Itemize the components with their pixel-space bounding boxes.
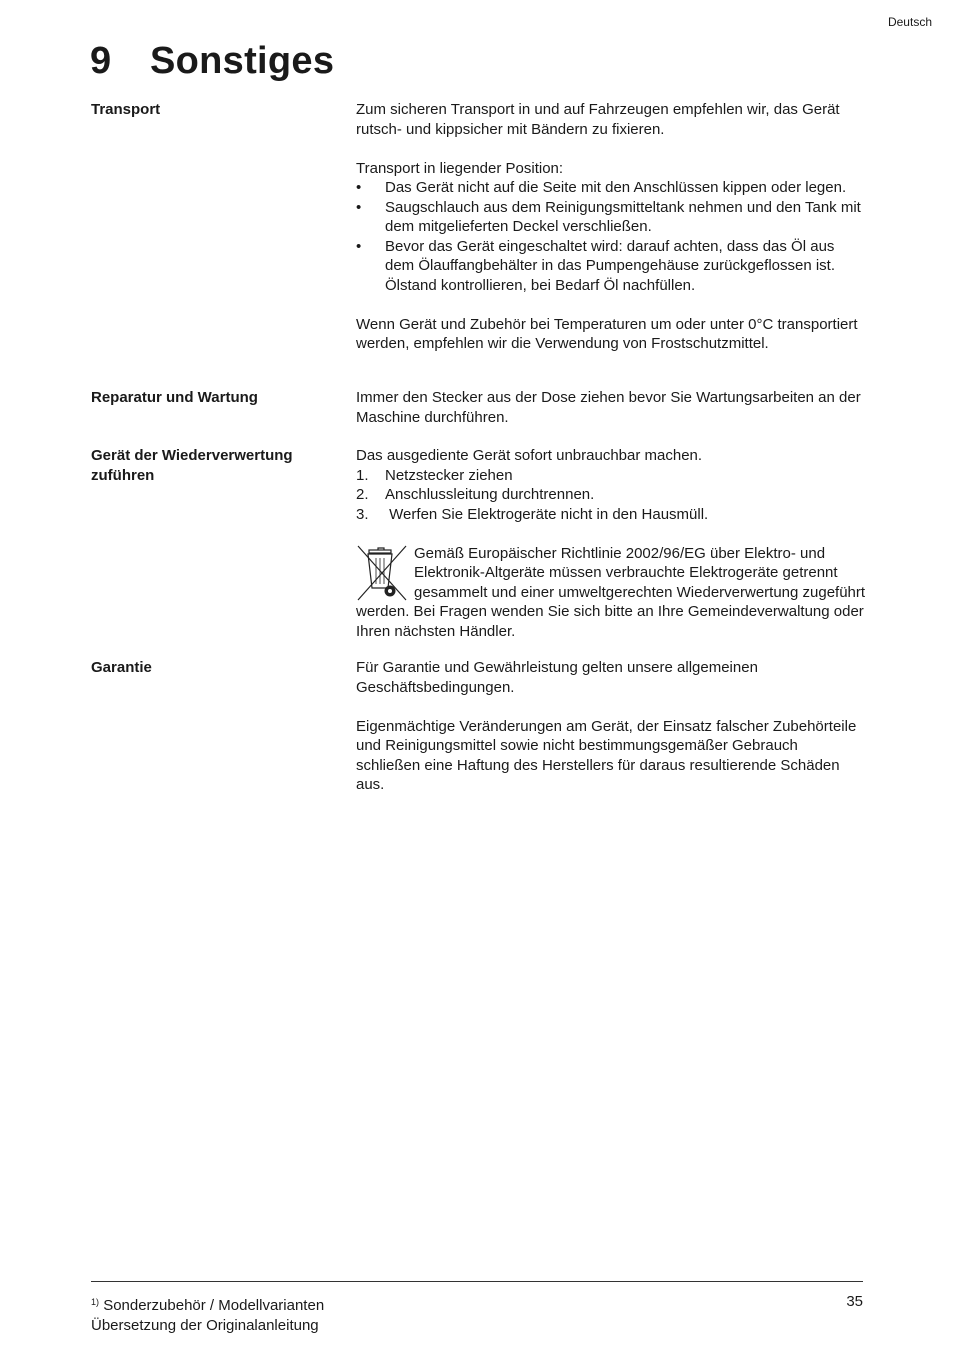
weee-notice <box>356 544 866 642</box>
warranty-text-1: Für Garantie und Gewährleistung gelten unsere allgemeinen Geschäftsbedingungen. <box>356 659 758 696</box>
section-label-recycling: Gerät der Wiederverwertung zuführen <box>91 447 293 484</box>
page-number: 35 <box>846 1293 863 1310</box>
recycling-intro: Das ausgediente Gerät sofort unbrauchbar machen. <box>356 447 703 464</box>
section-body-repair <box>356 388 866 427</box>
translation-note: Übersetzung der Originalanleitung <box>91 1317 319 1334</box>
footnote <box>91 1292 324 1316</box>
repair-text: Immer den Stecker aus der Dose ziehen bevor Sie Wartungsarbeiten an der Maschine durchführen. <box>356 389 861 426</box>
step-number: 1. <box>356 466 369 484</box>
transport-frost-note: Wenn Gerät und Zubehör bei Temperaturen um oder unter 0°C transportiert werden, empfehlen wir die Verwendung von Frostschutzmittel. <box>356 315 858 352</box>
recycling-step-list <box>356 466 866 525</box>
bullet-marker: • <box>356 179 362 196</box>
section-label-repair: Reparatur und Wartung <box>91 389 258 406</box>
footnote-mark: 1) <box>91 1297 100 1307</box>
chapter-title: Sonstiges <box>150 40 335 82</box>
transport-intro: Zum sicheren Transport in und auf Fahrzeugen empfehlen wir, das Gerät rutsch- und kippsicher mit Bändern zu fixieren. <box>356 101 840 138</box>
list-item: • Saugschlauch aus dem Reinigungsmitteltank nehmen und den Tank mit dem mitgelieferten Deckel verschließen. <box>356 198 861 235</box>
bullet-marker: • <box>356 237 362 255</box>
transport-bullet-list <box>356 178 866 295</box>
step-number: 3. <box>356 505 369 523</box>
section-label-warranty: Garantie <box>91 659 152 676</box>
section-body-warranty <box>356 658 866 795</box>
chapter-number: 9 <box>90 40 112 82</box>
list-item: • Bevor das Gerät eingeschaltet wird: darauf achten, dass das Öl aus dem Ölauffangbehälter in das Pumpengehäuse zurückgeflossen ist. Ölstand kontrollieren, bei Bedarf Öl nachfüllen. <box>356 237 836 294</box>
footnote-text: Sonderzubehör / Modellvarianten <box>103 1297 325 1314</box>
weee-text: Gemäß Europäischer Richtlinie 2002/96/EG über Elektro- und Elektronik-Altgeräte müssen verbrauchte Elektrogeräte getrennt gesammelt und einer umweltgerechten Wiederverwertung zugeführt werden. Bei Fragen wenden Sie sich bitte an Ihre Gemeindeverwaltung oder Ihren nächsten Händler. <box>356 544 866 640</box>
footer-divider <box>91 1281 863 1282</box>
step-number: 2. <box>356 486 369 503</box>
warranty-text-2: Eigenmächtige Veränderungen am Gerät, der Einsatz falscher Zubehörteile und Reinigungsmittel sowie nicht bestimmungsgemäßer Gebrauch schließen eine Haftung des Herstellers für daraus resultierende Schäden aus. <box>356 717 857 793</box>
list-item: 1. Netzstecker ziehen <box>356 466 513 484</box>
list-item: • Das Gerät nicht auf die Seite mit den Anschlüssen kippen oder legen. <box>356 179 847 196</box>
footer-notes <box>91 1292 324 1336</box>
chapter-heading <box>90 40 334 83</box>
list-item: 2. Anschlussleitung durchtrennen. <box>356 486 595 503</box>
section-label-transport: Transport <box>91 101 161 118</box>
crossed-out-wheelie-bin-icon <box>356 544 410 602</box>
transport-position-heading: Transport in liegender Position: <box>356 159 564 177</box>
language-label: Deutsch <box>887 15 932 29</box>
bullet-marker: • <box>356 198 362 216</box>
section-body-transport <box>356 100 866 354</box>
section-body-recycling <box>356 446 866 641</box>
list-item: 3. Werfen Sie Elektrogeräte nicht in den Hausmüll. <box>356 505 709 523</box>
